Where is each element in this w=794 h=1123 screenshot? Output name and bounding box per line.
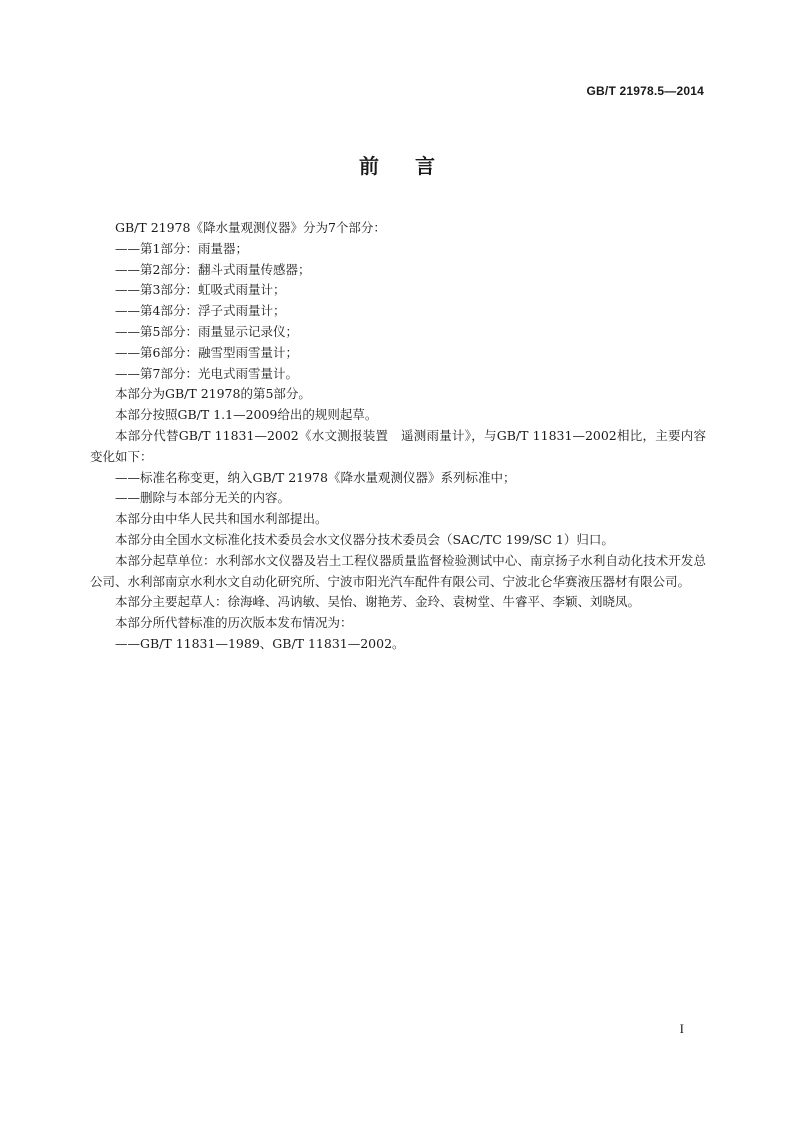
list-item-part-1: ——第1部分：雨量器； — [115, 240, 248, 256]
list-item-part-6: ——第6部分：融雪型雨雪量计； — [115, 344, 298, 360]
list-item-change-1: ——标准名称变更，纳入GB/T 21978《降水量观测仪器》系列标准中； — [115, 469, 516, 485]
paragraph-this-part: 本部分为GB/T 21978的第5部分。 — [115, 386, 311, 402]
paragraph-drafting-units: 本部分起草单位：水利部水文仪器及岩土工程仪器质量监督检验测试中心、南京扬子水利自动化技术开发总公司、水利部南京水利水文自动化研究所、宁波市阳光汽车配件有限公司、宁波北仑华赛液压器材有限公司。 — [90, 552, 706, 589]
standard-code: GB/T 21978.5—2014 — [586, 84, 704, 98]
paragraph-drafting-rules: 本部分按照GB/T 1.1—2009给出的规则起草。 — [115, 407, 378, 423]
paragraph-previous-editions: 本部分所代替标准的历次版本发布情况为： — [115, 615, 353, 631]
paragraph-drafters: 本部分主要起草人：徐海峰、冯讷敏、吴怡、谢艳芳、金玲、袁树堂、牛睿平、李颖、刘晓凤。 — [115, 594, 641, 610]
paragraph-under-jurisdiction: 本部分由全国水文标准化技术委员会水文仪器分技术委员会（SAC/TC 199/SC 1）归口。 — [115, 531, 614, 547]
list-item-part-4: ——第4部分：浮子式雨量计； — [115, 303, 286, 319]
paragraph-proposed-by: 本部分由中华人民共和国水利部提出。 — [115, 511, 328, 527]
paragraph-parts-intro: GB/T 21978《降水量观测仪器》分为7个部分： — [115, 220, 386, 235]
list-item-part-2: ——第2部分：翻斗式雨量传感器； — [115, 261, 311, 277]
page-number: I — [679, 1021, 684, 1036]
list-item-change-2: ——删除与本部分无关的内容。 — [115, 490, 291, 506]
list-item-part-5: ——第5部分：雨量显示记录仪； — [115, 323, 298, 339]
page-title: 前言 — [359, 154, 471, 178]
document-body — [90, 218, 706, 655]
paragraph-replaces: 本部分代替GB/T 11831—2002《水文测报装置 遥测雨量计》，与GB/T 11831—2002相比，主要内容变化如下： — [90, 427, 706, 464]
list-item-part-7: ——第7部分：光电式雨雪量计。 — [115, 365, 298, 381]
list-item-previous-editions: ——GB/T 11831—1989、GB/T 11831—2002。 — [115, 635, 405, 651]
list-item-part-3: ——第3部分：虹吸式雨量计； — [115, 282, 286, 298]
